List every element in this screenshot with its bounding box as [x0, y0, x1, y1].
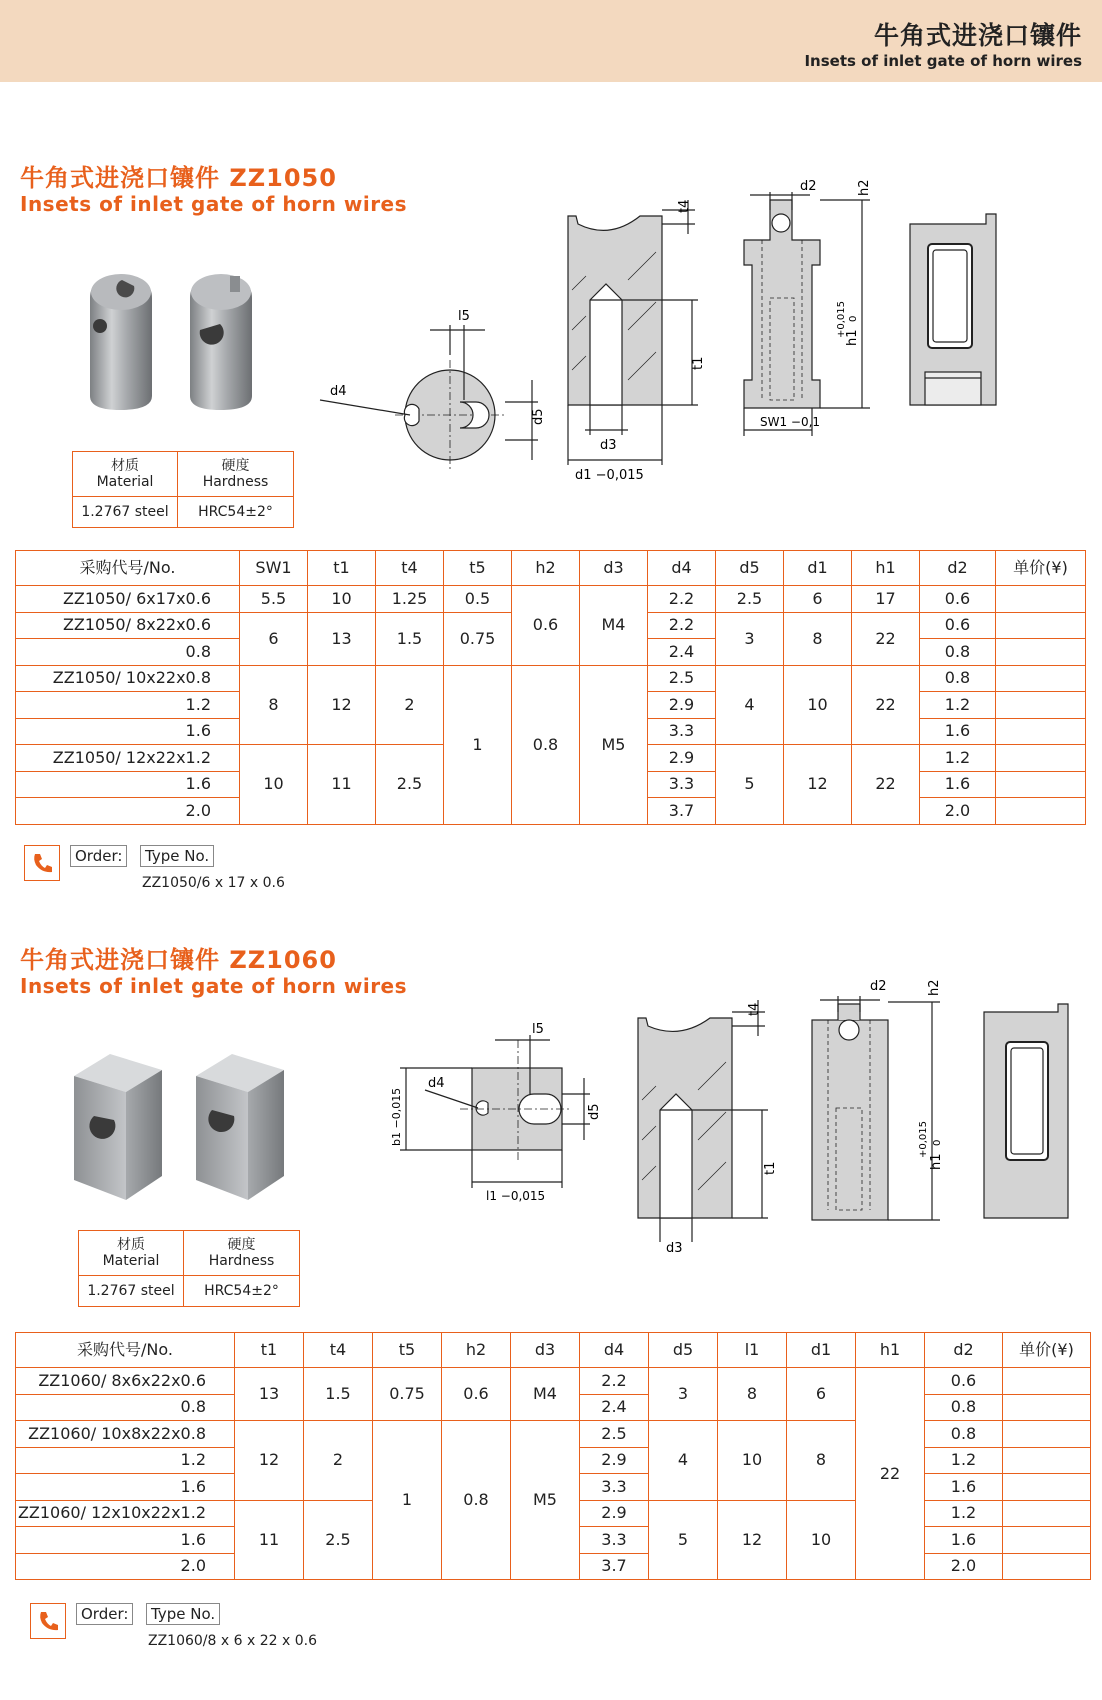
- table-row: 0.8 2.4 0.8: [16, 1394, 1091, 1421]
- dim-h1-label: h1: [929, 1153, 944, 1170]
- dim-l1-label: l1 −0,015: [486, 1189, 546, 1203]
- dim-h1-zero: 0: [848, 315, 859, 322]
- section1-title-cn: 牛角式进浇口镶件 ZZ1050: [20, 164, 337, 192]
- dim-b1-label: b1 −0,015: [390, 1087, 403, 1146]
- col-header-t5: t5: [444, 551, 512, 586]
- material-value: 1.2767 steel: [79, 1276, 184, 1307]
- price-cell: [1003, 1394, 1091, 1421]
- col-header-d5: d5: [649, 1333, 718, 1368]
- dim-d3-label: d3: [600, 438, 617, 453]
- top-view-square: [400, 1035, 590, 1188]
- price-cell: [996, 612, 1086, 639]
- price-cell: [996, 692, 1086, 719]
- col-header-d3: d3: [511, 1333, 580, 1368]
- price-cell: [996, 718, 1086, 745]
- dim-d3-label: d3: [666, 1241, 683, 1256]
- top-view-circle: [320, 325, 538, 470]
- dim-t4-label: t4: [677, 199, 692, 213]
- price-cell: [1003, 1447, 1091, 1474]
- dim-d2-label: d2: [800, 179, 817, 194]
- table-row: ZZ1050/ 10x22x0.8 8 12 2 1 0.8 M5 2.5 4 10 22 0.8: [16, 665, 1086, 692]
- dim-d5-label: d5: [587, 1103, 602, 1120]
- type-no-label: Type No.: [146, 1603, 220, 1625]
- dim-l5-label: l5: [458, 309, 470, 324]
- order-example: ZZ1060/8 x 6 x 22 x 0.6: [148, 1633, 317, 1649]
- section1-material-table: [72, 451, 294, 528]
- dim-sw1-label: SW1 −0,1: [760, 415, 821, 429]
- price-cell: [996, 665, 1086, 692]
- section2-spec-table: [15, 1332, 1091, 1580]
- col-header-sw1: SW1: [240, 551, 308, 586]
- block-insert-1: [74, 1054, 162, 1200]
- col-header-t1: t1: [235, 1333, 304, 1368]
- price-cell: [1003, 1527, 1091, 1554]
- col-header-t1: t1: [308, 551, 376, 586]
- side-section-view: [638, 1000, 768, 1242]
- section1-title-en: Insets of inlet gate of horn wires: [20, 192, 408, 216]
- table-row: 1.2 2.9 1.2: [16, 692, 1086, 719]
- hardness-value: HRC54±2°: [184, 1276, 300, 1307]
- section1-technical-drawing: [310, 180, 1090, 510]
- dim-d5-label: d5: [531, 408, 546, 425]
- section1-spec-table: [15, 550, 1086, 825]
- hardness-header: 硬度 Hardness: [178, 452, 294, 497]
- col-header-no: 采购代号/No.: [16, 551, 240, 586]
- section1-product-photo: [80, 268, 280, 418]
- order-example: ZZ1050/6 x 17 x 0.6: [142, 875, 285, 891]
- block-insert-2: [196, 1054, 284, 1200]
- table-row: 1.6 3.3 1.6: [16, 718, 1086, 745]
- section2-technical-drawing: [370, 960, 1090, 1260]
- material-header: 材质 Material: [73, 452, 178, 497]
- end-view: [984, 1004, 1068, 1218]
- col-header-d3: d3: [580, 551, 648, 586]
- dim-l5-label: l5: [532, 1022, 544, 1037]
- table-row: ZZ1050/ 12x22x1.2 10 11 2.5 2.9 5 12 22 1.2: [16, 745, 1086, 772]
- header-title-cn: 牛角式进浇口镶件: [873, 21, 1082, 50]
- cylinder-insert-1: [90, 274, 152, 410]
- table-row: 0.8 2.4 0.8: [16, 639, 1086, 666]
- table-header-row: [16, 1333, 1091, 1368]
- col-header-h2: h2: [442, 1333, 511, 1368]
- price-cell: [996, 639, 1086, 666]
- table-row: ZZ1050/ 6x17x0.6 5.5 10 1.25 0.5 0.6 M4 2.2 2.5 6 17 0.6: [16, 586, 1086, 613]
- col-header-no: 采购代号/No.: [16, 1333, 235, 1368]
- dim-d4-label: d4: [428, 1076, 445, 1091]
- col-header-d5: d5: [716, 551, 784, 586]
- side-section-view: [568, 200, 698, 465]
- section1-order-info: [24, 845, 374, 895]
- table-header-row: [16, 551, 1086, 586]
- col-header-l1: l1: [718, 1333, 787, 1368]
- col-header-d1: d1: [784, 551, 852, 586]
- table-row: 2.0 3.7 2.0: [16, 1553, 1091, 1580]
- order-label: Order:: [70, 845, 127, 867]
- table-row: ZZ1050/ 8x22x0.6 6 13 1.5 0.75 2.2 3 8 22 0.6: [16, 612, 1086, 639]
- hardness-header: 硬度 Hardness: [184, 1231, 300, 1276]
- phone-icon: [30, 1603, 66, 1639]
- front-view: [744, 192, 870, 436]
- col-header-h2: h2: [512, 551, 580, 586]
- cylinder-insert-2: [190, 274, 252, 410]
- section2-product-photo: [66, 1040, 306, 1210]
- table-row: 1.6 3.3 1.6: [16, 1527, 1091, 1554]
- dim-h2-label: h2: [857, 179, 872, 196]
- dim-h1-tolerance: +0,015: [918, 1120, 929, 1158]
- price-cell: [996, 771, 1086, 798]
- price-cell: [1003, 1368, 1091, 1395]
- col-header-d4: d4: [580, 1333, 649, 1368]
- material-header: 材质 Material: [79, 1231, 184, 1276]
- dim-h1-zero: 0: [932, 1139, 943, 1146]
- dim-h1-label: h1: [845, 329, 860, 346]
- col-header-d1: d1: [787, 1333, 856, 1368]
- front-view: [812, 996, 940, 1220]
- table-row: ZZ1060/ 8x6x22x0.6 13 1.5 0.75 0.6 M4 2.2 3 8 6 22 0.6: [16, 1368, 1091, 1395]
- col-header-d2: d2: [920, 551, 996, 586]
- table-row: 2.0 3.7 2.0: [16, 798, 1086, 825]
- price-cell: [1003, 1474, 1091, 1501]
- dim-t4-label: t4: [747, 1002, 762, 1016]
- section2-order-info: [30, 1603, 380, 1653]
- table-row: ZZ1060/ 10x8x22x0.8 12 2 1 0.8 M5 2.5 4 10 8 0.8: [16, 1421, 1091, 1448]
- table-row: 1.6 3.3 1.6: [16, 1474, 1091, 1501]
- type-no-label: Type No.: [140, 845, 214, 867]
- dim-d2-label: d2: [870, 979, 887, 994]
- dim-d4-label: d4: [330, 384, 347, 399]
- table-row: 1.6 3.3 1.6: [16, 771, 1086, 798]
- table-row: ZZ1060/ 12x10x22x1.2 11 2.5 2.9 5 12 10 1.2: [16, 1500, 1091, 1527]
- col-header-h1: h1: [852, 551, 920, 586]
- price-cell: [1003, 1500, 1091, 1527]
- col-header-t4: t4: [304, 1333, 373, 1368]
- section2-title-en: Insets of inlet gate of horn wires: [20, 974, 408, 998]
- col-header-t4: t4: [376, 551, 444, 586]
- header-title-en: Insets of inlet gate of horn wires: [804, 52, 1082, 70]
- section2-title-cn: 牛角式进浇口镶件 ZZ1060: [20, 946, 337, 974]
- phone-icon: [24, 845, 60, 881]
- dim-t1-label: t1: [691, 356, 706, 370]
- col-header-price: 单价(¥): [996, 551, 1086, 586]
- section2-material-table: [78, 1230, 300, 1307]
- dim-h2-label: h2: [927, 979, 942, 996]
- price-cell: [996, 586, 1086, 613]
- col-header-d2: d2: [925, 1333, 1003, 1368]
- price-cell: [1003, 1553, 1091, 1580]
- order-label: Order:: [76, 1603, 133, 1625]
- page-header: [0, 0, 1102, 82]
- price-cell: [996, 745, 1086, 772]
- table-row: 1.2 2.9 1.2: [16, 1447, 1091, 1474]
- col-header-h1: h1: [856, 1333, 925, 1368]
- dim-h1-tolerance: +0,015: [836, 300, 847, 338]
- dim-t1-label: t1: [763, 1161, 778, 1175]
- col-header-price: 单价(¥): [1003, 1333, 1091, 1368]
- col-header-d4: d4: [648, 551, 716, 586]
- material-value: 1.2767 steel: [73, 497, 178, 528]
- price-cell: [1003, 1421, 1091, 1448]
- end-view: [910, 214, 996, 405]
- col-header-t5: t5: [373, 1333, 442, 1368]
- dim-d1-label: d1 −0,015: [575, 468, 644, 483]
- price-cell: [996, 798, 1086, 825]
- hardness-value: HRC54±2°: [178, 497, 294, 528]
